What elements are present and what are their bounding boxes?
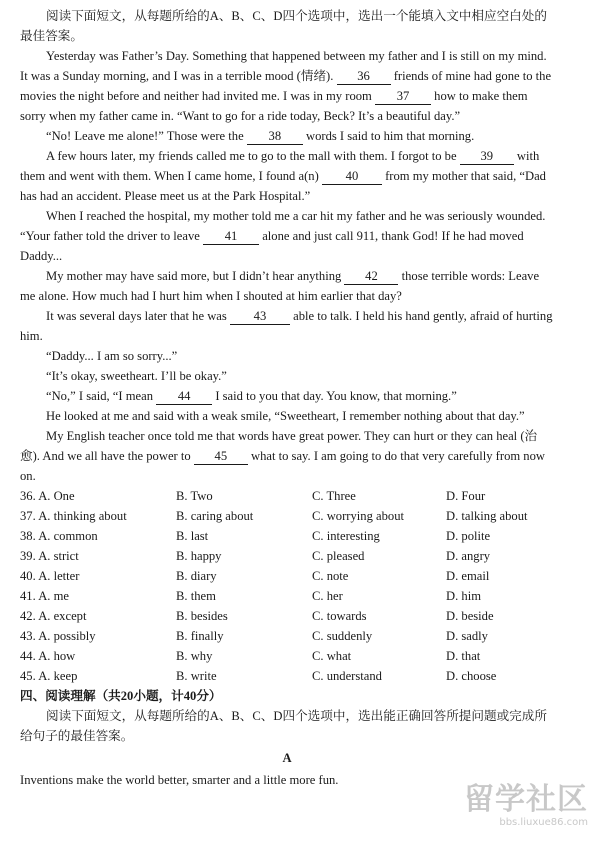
- passage-paragraph-1: Yesterday was Father’s Day. Something that happened between my father and I is still on my mind. It was a Sunday morning, and I was in a terrible mood (情绪). 36 friends of mine had gone to the movies the night before and neither had invited me. I was in my room 37 how to make them sorry when my father came in. “Want to go for a ride today, Beck? It’s a beautiful day.”: [20, 49, 552, 123]
- option-38-c: C. interesting: [312, 529, 380, 543]
- answer-options: [20, 486, 554, 686]
- option-43-c: C. suddenly: [312, 629, 373, 643]
- section-4-instructions: 阅读下面短文，从每题所给的A、B、C、D四个选项中，选出能正确回答所提问题或完成所给句子的最佳答案。: [20, 709, 547, 743]
- option-40-c: C. note: [312, 569, 349, 583]
- exam-page: [20, 6, 554, 790]
- blank-43: 43: [230, 308, 290, 325]
- option-39-a: 39. A. strict: [20, 549, 79, 563]
- option-41-a: 41. A. me: [20, 589, 69, 603]
- option-37-a: 37. A. thinking about: [20, 509, 127, 523]
- passage-paragraph-6: It was several days later that he was 43 able to talk. I held his hand gently, afraid of hurting him.: [20, 309, 553, 343]
- option-row-36: [20, 486, 554, 506]
- option-42-c: C. towards: [312, 609, 367, 623]
- passage-paragraph-9: “No,” I said, “I mean 44 I said to you that day. You know, that morning.”: [46, 389, 457, 403]
- passage-paragraph-11: My English teacher once told me that words have great power. They can hurt or they can heal (治愈). And we all have the power to 45 what to say. I am going to do that very carefully from now on.: [20, 429, 545, 483]
- passage-paragraph-10: He looked at me and said with a weak smile, “Sweetheart, I remember nothing about that day.”: [46, 409, 525, 423]
- option-36-b: B. Two: [176, 489, 213, 503]
- passage-paragraph-3: A few hours later, my friends called me to go to the mall with them. I forgot to be 39 with them and went with them. When I came home, I found a(n) 40 from my mother that said, “Dad has had an accident. Please meet us at the Park Hospital.”: [20, 149, 546, 203]
- option-row-44: [20, 646, 554, 666]
- option-39-c: C. pleased: [312, 549, 365, 563]
- option-39-b: B. happy: [176, 549, 222, 563]
- option-41-c: C. her: [312, 589, 343, 603]
- passage-a-label: A: [282, 751, 292, 765]
- blank-41: 41: [203, 228, 259, 245]
- passage-paragraph-7: “Daddy... I am so sorry...”: [46, 349, 178, 363]
- option-37-c: C. worrying about: [312, 509, 404, 523]
- option-43-b: B. finally: [176, 629, 224, 643]
- passage-paragraph-5: My mother may have said more, but I didn’t hear anything 42 those terrible words: Leave me alone. How much had I hurt him when I shouted at him earlier that day?: [20, 269, 540, 303]
- option-37-b: B. caring about: [176, 509, 254, 523]
- blank-36: 36: [337, 68, 391, 85]
- option-45-d: D. choose: [446, 669, 497, 683]
- option-42-b: B. besides: [176, 609, 228, 623]
- option-row-39: [20, 546, 554, 566]
- option-row-40: [20, 566, 554, 586]
- section-4-title: 四、阅读理解（共20小题，计40分）: [20, 689, 222, 703]
- option-38-b: B. last: [176, 529, 209, 543]
- option-40-b: B. diary: [176, 569, 217, 583]
- passage-paragraph-2: “No! Leave me alone!” Those were the 38 words I said to him that morning.: [46, 129, 475, 143]
- option-44-d: D. that: [446, 649, 481, 663]
- blank-42: 42: [344, 268, 398, 285]
- site-watermark: [448, 783, 588, 835]
- option-38-d: D. polite: [446, 529, 491, 543]
- blank-40: 40: [322, 168, 382, 185]
- passage-a-first-line: Inventions make the world better, smarter and a little more fun.: [20, 773, 339, 787]
- watermark-logo-text: 留学社区: [464, 782, 588, 817]
- option-row-43: [20, 626, 554, 646]
- option-39-d: D. angry: [446, 549, 491, 563]
- cloze-instructions: 阅读下面短文，从每题所给的A、B、C、D四个选项中，选出一个能填入文中相应空白处的最佳答案。: [20, 9, 547, 43]
- option-36-a: 36. A. One: [20, 489, 75, 503]
- option-45-b: B. write: [176, 669, 217, 683]
- option-row-37: [20, 506, 554, 526]
- option-44-b: B. why: [176, 649, 213, 663]
- option-40-d: D. email: [446, 569, 490, 583]
- option-40-a: 40. A. letter: [20, 569, 80, 583]
- option-36-c: C. Three: [312, 489, 356, 503]
- passage-paragraph-8: “It’s okay, sweetheart. I’ll be okay.”: [46, 369, 227, 383]
- option-row-45: [20, 666, 554, 686]
- option-row-41: [20, 586, 554, 606]
- option-42-d: D. beside: [446, 609, 494, 623]
- option-41-b: B. them: [176, 589, 216, 603]
- option-45-c: C. understand: [312, 669, 382, 683]
- option-row-38: [20, 526, 554, 546]
- option-43-d: D. sadly: [446, 629, 488, 643]
- option-36-d: D. Four: [446, 489, 486, 503]
- option-41-d: D. him: [446, 589, 481, 603]
- watermark-url: bbs.liuxue86.com: [499, 817, 588, 828]
- option-44-c: C. what: [312, 649, 352, 663]
- blank-37: 37: [375, 88, 431, 105]
- option-44-a: 44. A. how: [20, 649, 76, 663]
- passage-paragraph-4: When I reached the hospital, my mother told me a car hit my father and he was seriously wounded. “Your father told the driver to leave 41 alone and just call 911, thank God! If he had moved Daddy...: [20, 209, 546, 263]
- option-38-a: 38. A. common: [20, 529, 98, 543]
- blank-38: 38: [247, 128, 303, 145]
- option-42-a: 42. A. except: [20, 609, 87, 623]
- blank-45: 45: [194, 448, 248, 465]
- option-row-42: [20, 606, 554, 626]
- blank-39: 39: [460, 148, 514, 165]
- option-43-a: 43. A. possibly: [20, 629, 96, 643]
- blank-44: 44: [156, 388, 212, 405]
- option-37-d: D. talking about: [446, 509, 528, 523]
- option-45-a: 45. A. keep: [20, 669, 78, 683]
